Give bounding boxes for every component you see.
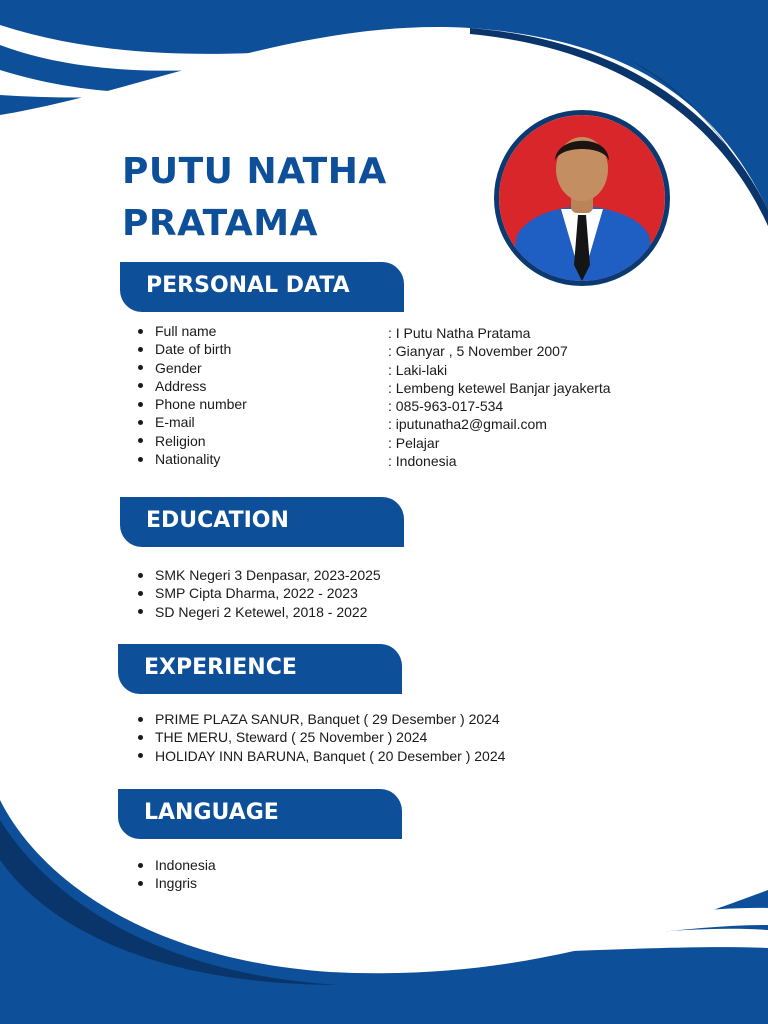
language-header bbox=[118, 789, 402, 839]
experience-title: EXPERIENCE bbox=[144, 655, 297, 680]
field-value: : iputunatha2@gmail.com bbox=[388, 416, 547, 433]
page-title bbox=[122, 146, 387, 250]
personal-data-header bbox=[120, 262, 404, 312]
profile-photo bbox=[494, 110, 670, 286]
list-item: Religion bbox=[135, 432, 247, 450]
education-title: EDUCATION bbox=[146, 508, 289, 533]
profile-photo-icon bbox=[499, 115, 665, 281]
field-value: : 085-963-017-534 bbox=[388, 398, 504, 415]
list-item: THE MERU, Steward ( 25 November ) 2024 bbox=[135, 728, 505, 746]
name-line-1: PUTU NATHA bbox=[122, 151, 387, 192]
list-item: Nationality bbox=[135, 450, 247, 468]
field-value: : Gianyar , 5 November 2007 bbox=[388, 343, 568, 360]
list-item: Indonesia bbox=[135, 856, 216, 874]
list-item: SD Negeri 2 Ketewel, 2018 - 2022 bbox=[135, 603, 381, 621]
personal-labels-list bbox=[135, 322, 247, 468]
field-value: : Lembeng ketewel Banjar jayakerta bbox=[388, 379, 611, 396]
field-value: : Laki-laki bbox=[388, 361, 448, 378]
field-value: : Pelajar bbox=[388, 434, 440, 451]
field-value: : I Putu Natha Pratama bbox=[388, 325, 531, 341]
list-item: Address bbox=[135, 377, 247, 395]
name-line-2: PRATAMA bbox=[122, 203, 318, 244]
list-item: SMK Negeri 3 Denpasar, 2023-2025 bbox=[135, 566, 381, 584]
list-item: Inggris bbox=[135, 874, 216, 892]
experience-header bbox=[118, 644, 402, 694]
list-item: Date of birth bbox=[135, 340, 247, 358]
personal-data-title: PERSONAL DATA bbox=[146, 273, 350, 298]
education-header bbox=[120, 497, 404, 547]
list-item: E-mail bbox=[135, 413, 247, 431]
personal-values-list bbox=[388, 324, 611, 470]
education-list bbox=[135, 566, 381, 621]
list-item: PRIME PLAZA SANUR, Banquet ( 29 Desember ) 2024 bbox=[135, 710, 505, 728]
list-item: SMP Cipta Dharma, 2022 - 2023 bbox=[135, 584, 381, 602]
language-list bbox=[135, 856, 216, 893]
list-item: Gender bbox=[135, 359, 247, 377]
field-value: : Indonesia bbox=[388, 453, 457, 470]
experience-list bbox=[135, 710, 505, 765]
language-title: LANGUAGE bbox=[144, 800, 279, 825]
list-item: Full name bbox=[135, 322, 247, 340]
list-item: Phone number bbox=[135, 395, 247, 413]
list-item: HOLIDAY INN BARUNA, Banquet ( 20 Desember ) 2024 bbox=[135, 747, 505, 765]
